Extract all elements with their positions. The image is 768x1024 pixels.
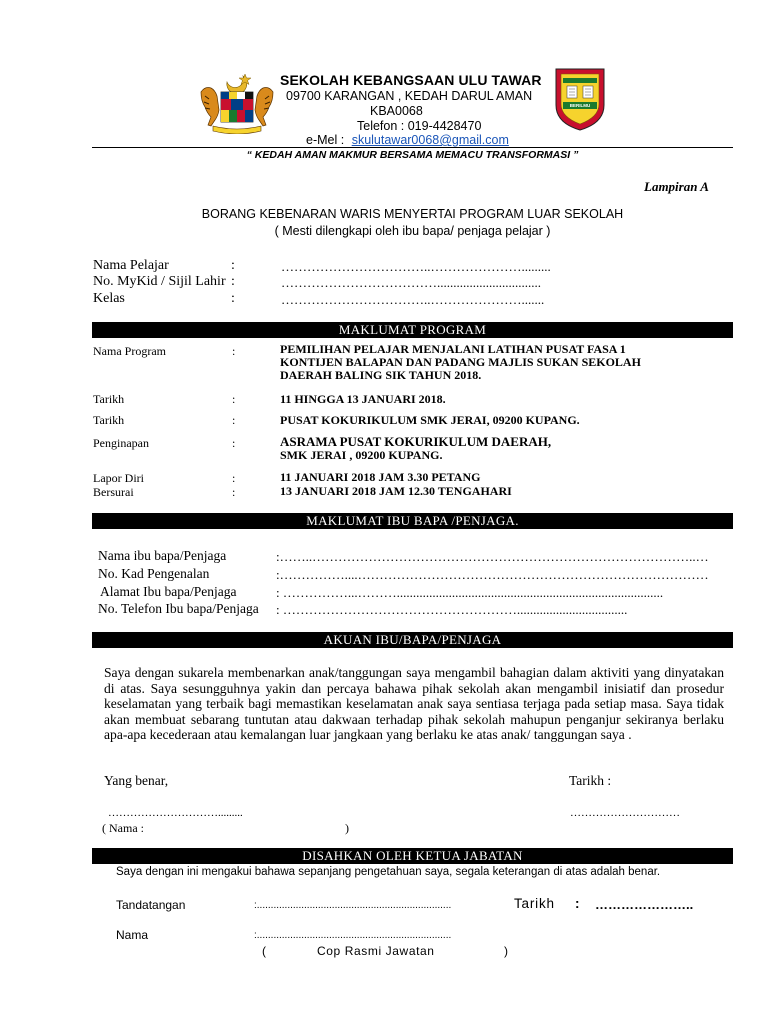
declaration-heading: AKUAN IBU/BAPA/PENJAGA: [92, 632, 733, 648]
stamp-paren-open: (: [262, 944, 266, 958]
student-name-label: Nama Pelajar: [93, 258, 169, 273]
program-place-value: PUSAT KOKURIKULUM SMK JERAI, 09200 KUPANG.: [280, 413, 580, 427]
parent-phone-field[interactable]: : ………………………………………………..................................: [276, 602, 628, 617]
parent-ic-field[interactable]: :……………....………………………………………………………………………: [276, 567, 709, 582]
program-date-label: Tarikh: [93, 392, 125, 406]
colon: :: [232, 413, 236, 427]
stamp-paren-close: ): [504, 944, 508, 958]
colon: :: [232, 392, 236, 406]
school-crest-text: BERILMU: [569, 103, 591, 108]
school-crest-icon: [553, 66, 607, 132]
parent-address-field[interactable]: : ……………...………..................................................................................: [276, 585, 664, 600]
program-date-value: 11 HINGGA 13 JANUARI 2018.: [280, 392, 446, 406]
sincerely-label: Yang benar,: [104, 773, 169, 788]
colon: :: [232, 485, 236, 499]
head-signature-field[interactable]: :......................................................................: [254, 900, 452, 911]
program-lodging-value: ASRAMA PUSAT KOKURIKULUM DAERAH,: [280, 434, 552, 449]
school-motto: “ KEDAH AMAN MAKMUR BERSAMA MEMACU TRANSFORMASI ”: [246, 149, 579, 161]
parent-phone-label: No. Telefon Ibu bapa/Penjaga: [98, 601, 259, 616]
parent-name-label: Nama ibu bapa/Penjaga: [98, 548, 227, 563]
parent-heading: MAKLUMAT IBU BAPA /PENJAGA.: [92, 513, 733, 529]
letterhead-rule: [92, 147, 733, 148]
student-class-label: Kelas: [93, 291, 125, 306]
program-dismiss-label: Bersurai: [93, 485, 134, 499]
student-class-field[interactable]: ……………………………..………………….......: [281, 292, 545, 307]
colon: :: [232, 436, 236, 450]
student-name-field[interactable]: ……………………………..………………….........: [281, 259, 551, 274]
program-name-value: PEMILIHAN PELAJAR MENJALANI LATIHAN PUSAT FASA 1 KONTIJEN BALAPAN DAN PADANG MAJLIS SUKAN SEKOLAH DAERAH BALING SIK TAHUN 2018.: [280, 342, 641, 382]
school-name: SEKOLAH KEBANGSAAN ULU TAWAR: [280, 72, 542, 88]
email-label: e-Mel :: [306, 133, 345, 147]
coat-of-arms-icon: [197, 72, 277, 134]
colon: :: [231, 291, 235, 306]
program-name-label: Nama Program: [93, 344, 166, 358]
colon: :: [232, 471, 236, 485]
head-signature-label: Tandatangan: [116, 898, 186, 912]
program-dismiss-value: 13 JANUARI 2018 JAM 12.30 TENGAHARI: [280, 484, 512, 498]
program-report-value: 11 JANUARI 2018 JAM 3.30 PETANG: [280, 470, 481, 484]
form-subtitle: ( Mesti dilengkapi oleh ibu bapa/ penjaga pelajar ): [274, 224, 551, 238]
head-date-label: Tarikh: [514, 896, 555, 911]
parent-address-label: Alamat Ibu bapa/Penjaga: [100, 584, 237, 599]
declaration-date-field[interactable]: …………………………: [570, 807, 680, 819]
parent-ic-label: No. Kad Pengenalan: [98, 566, 210, 581]
endorsement-text: Saya dengan ini mengakui bahawa sepanjang pengetahuan saya, segala keterangan di atas adalah benar.: [116, 866, 661, 878]
program-place-label: Tarikh: [93, 413, 125, 427]
program-heading: MAKLUMAT PROGRAM: [92, 322, 733, 338]
declaration-date-label: Tarikh :: [569, 773, 612, 788]
form-title: BORANG KEBENARAN WARIS MENYERTAI PROGRAM LUAR SEKOLAH: [201, 207, 624, 221]
colon: :: [575, 896, 580, 911]
school-code: KBA0068: [370, 104, 423, 118]
colon: :: [231, 258, 235, 273]
declaration-text: Saya dengan sukarela membenarkan anak/tanggungan saya mengambil bahagian dalam aktiviti yang dinyatakan di atas. Saya sesungguhnya yakin dan percaya bahawa pihak sekolah akan mengambil inisiatif dan prosedur keselamatan yang terbaik bagi memastikan keselamatan anak saya sentiasa terjaga pada setiap masa. Saya tidak akan membuat sebarang tuntutan atau dakwaan terhadap pihak sekolah mahupun penganjur sekiranya berlaku apa-apa kecederaan atau kemalangan luar jangkaan yang berlaku ke atas anak/ tanggungan saya .: [104, 665, 724, 742]
official-stamp-label: Cop Rasmi Jawatan: [317, 944, 435, 958]
head-date-field[interactable]: …………………..: [595, 897, 694, 912]
program-lodging-label: Penginapan: [93, 436, 149, 450]
parent-name-paren-close: ): [345, 821, 349, 835]
colon: :: [231, 274, 235, 289]
endorsement-heading: DISAHKAN OLEH KETUA JABATAN: [92, 848, 733, 864]
program-lodging-address: SMK JERAI , 09200 KUPANG.: [280, 448, 443, 462]
head-name-field[interactable]: :......................................................................: [254, 930, 452, 941]
attachment-label: Lampiran A: [644, 179, 709, 194]
parent-name-field[interactable]: :……..……………………………………………………………………………..…: [276, 549, 709, 564]
student-id-label: No. MyKid / Sijil Lahir: [93, 274, 226, 289]
colon: :: [232, 344, 236, 358]
email-link[interactable]: skulutawar0068@gmail.com: [351, 133, 509, 147]
signature-field[interactable]: ………………………….........: [108, 807, 243, 819]
parent-name-paren-open: ( Nama :: [102, 821, 144, 835]
school-address: 09700 KARANGAN , KEDAH DARUL AMAN: [286, 89, 533, 103]
program-report-label: Lapor Diri: [93, 471, 144, 485]
student-id-field[interactable]: ………………………………................................: [281, 275, 541, 290]
school-phone: Telefon : 019-4428470: [357, 119, 482, 133]
head-name-label: Nama: [116, 928, 149, 942]
school-email: [306, 133, 509, 147]
